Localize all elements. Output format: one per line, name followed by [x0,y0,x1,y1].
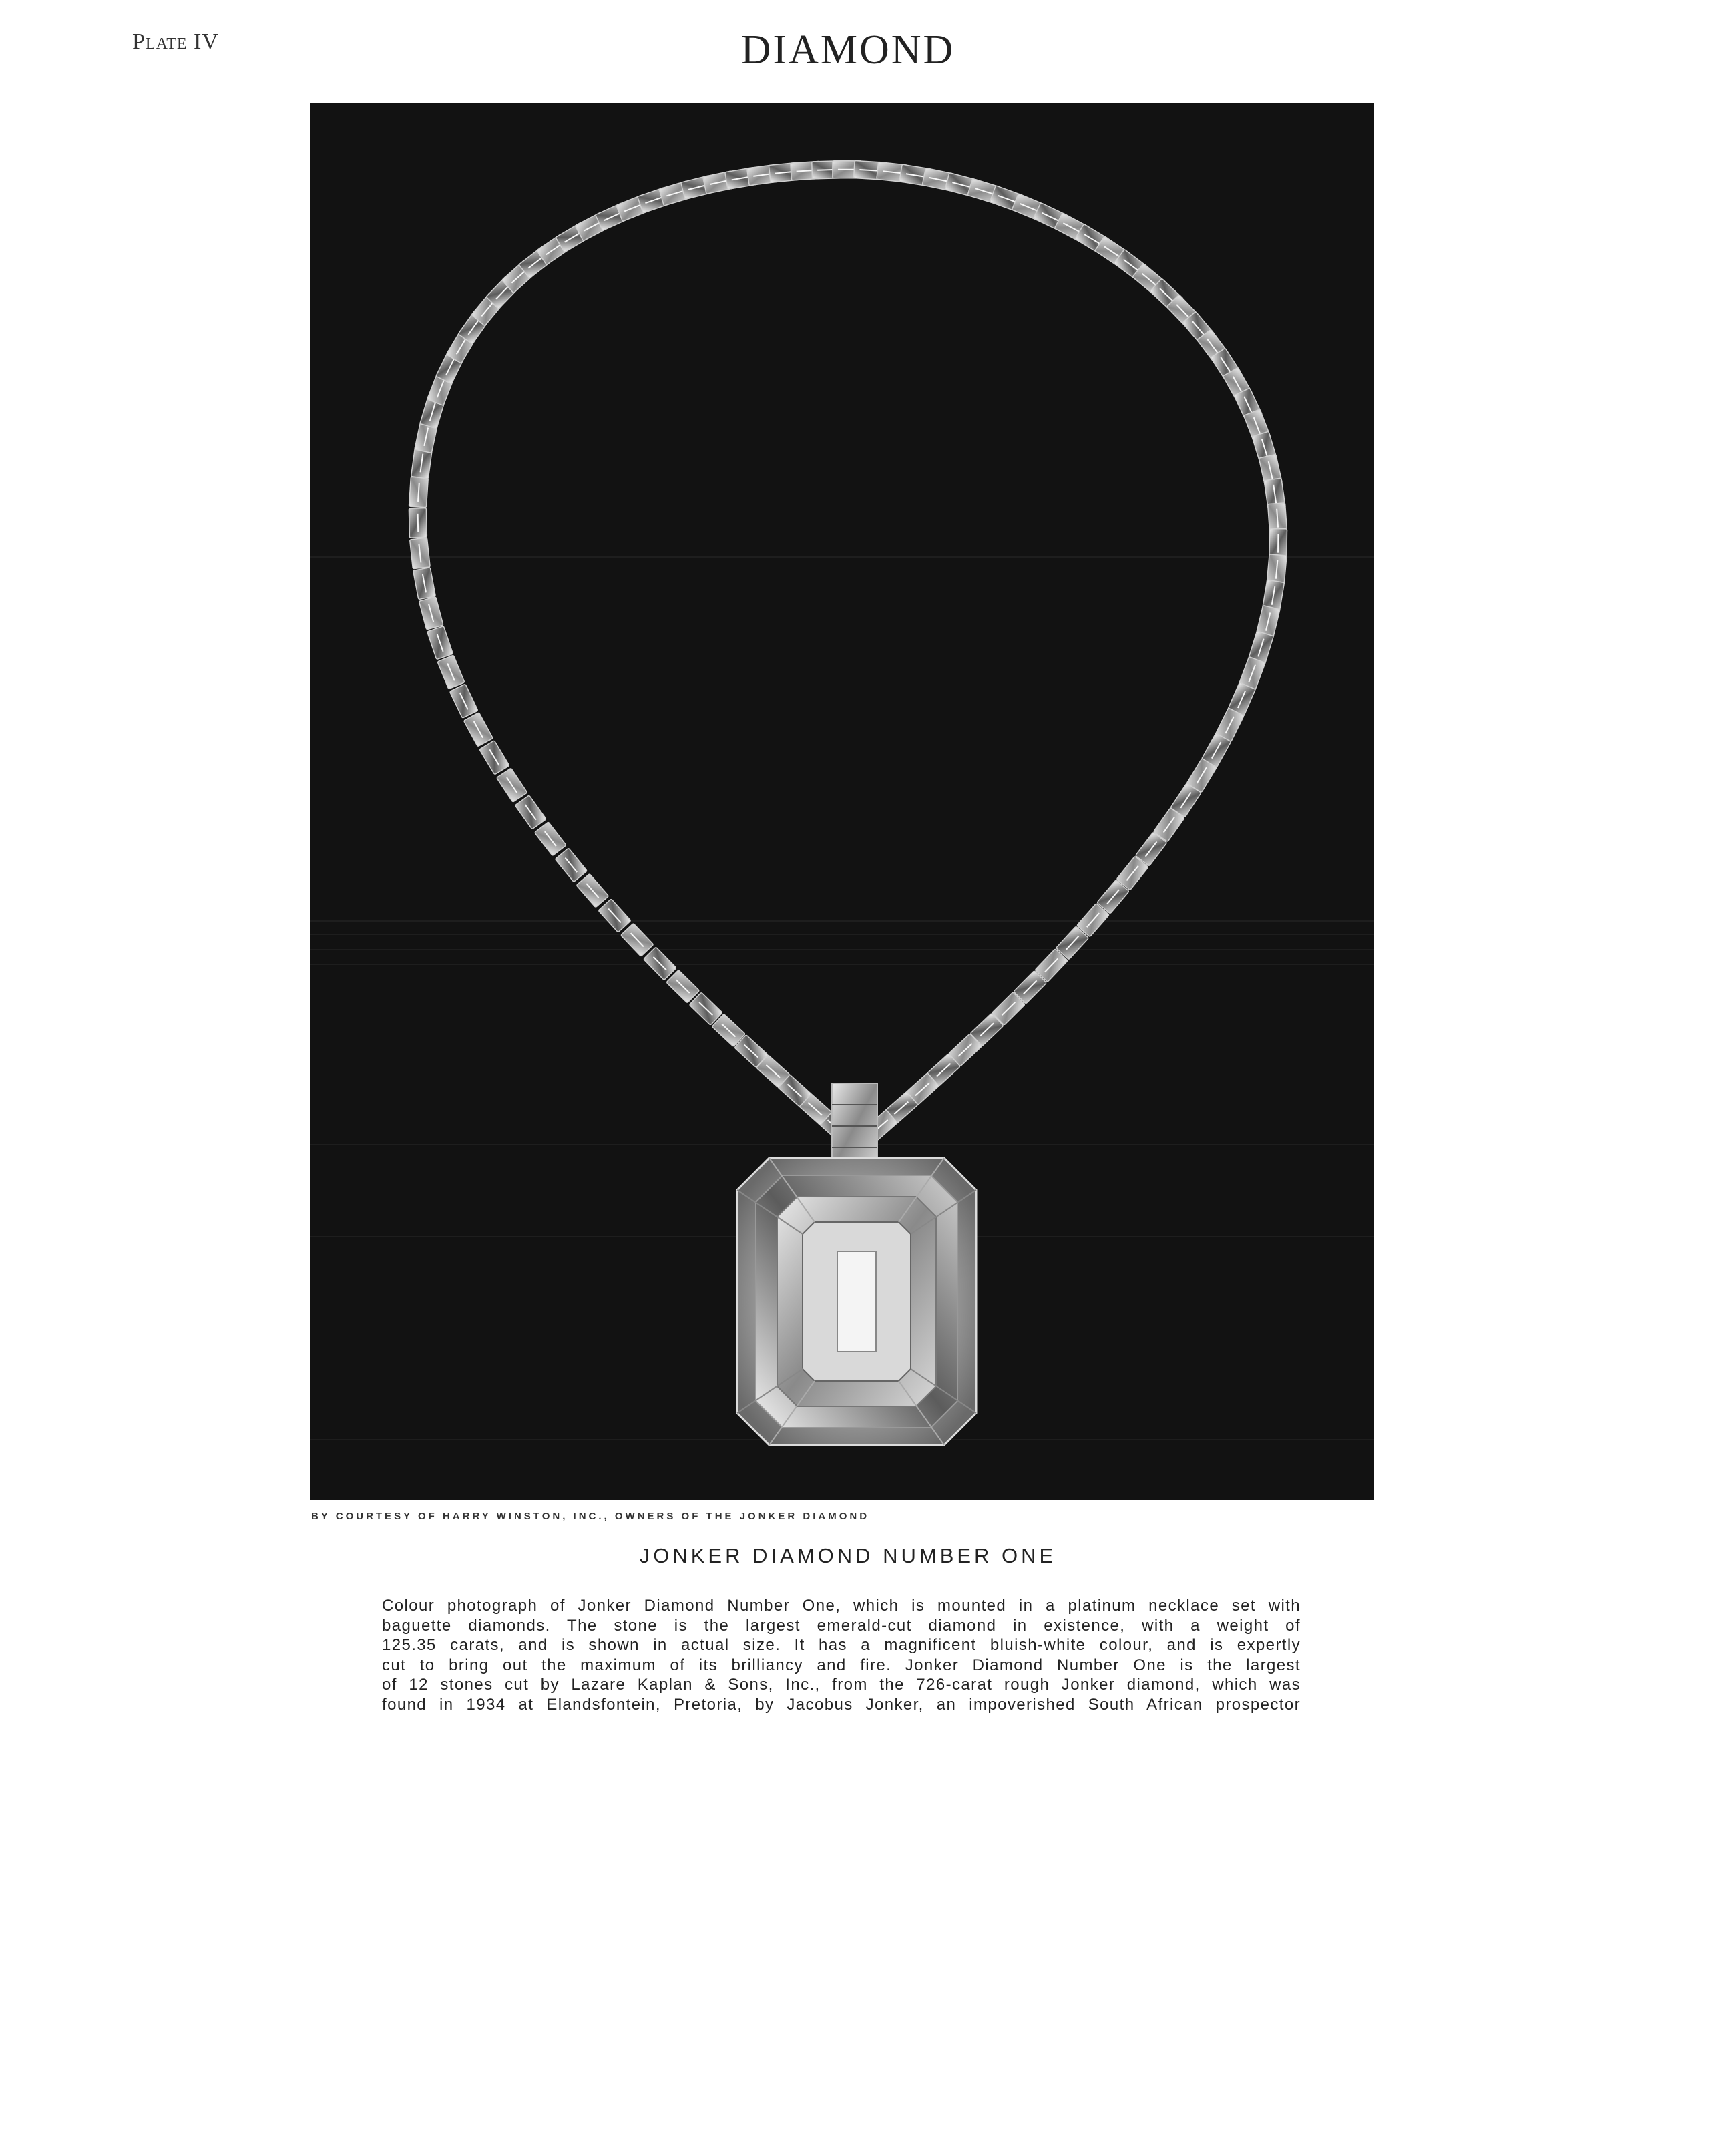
page-title: DIAMOND [740,27,955,73]
description-line: cut to bring out the maximum of its brilliancy and fire. Jonker Diamond Number One is the largest [382,1655,1301,1674]
plate-description [382,1596,1301,1715]
plate-label: Plate IV [132,29,219,54]
necklace-photograph [310,103,1374,1500]
description-line: 125.35 carats, and is shown in actual size. It has a magnificent bluish-white colour, and is expertly [382,1636,1301,1655]
description-line: found in 1934 at Elandsfontein, Pretoria, by Jacobus Jonker, an impoverished South African prospector [382,1695,1301,1714]
plate-heading: JONKER DIAMOND NUMBER ONE [639,1544,1057,1567]
description-line: of 12 stones cut by Lazare Kaplan & Sons, Inc., from the 726-carat rough Jonker diamond, which was [382,1676,1301,1694]
necklace-illustration [310,103,1374,1500]
photo-credit: BY COURTESY OF HARRY WINSTON, INC., OWNERS OF THE JONKER DIAMOND [311,1511,870,1522]
description-line: Colour photograph of Jonker Diamond Number One, which is mounted in a platinum necklace set with [382,1597,1301,1615]
emerald-cut-diamond [737,1158,976,1445]
baguette-highlight [418,514,419,532]
baguette-chain [409,161,1287,1143]
description-line: baguette diamonds. The stone is the largest emerald-cut diamond in existence, with a weight of [382,1616,1301,1635]
